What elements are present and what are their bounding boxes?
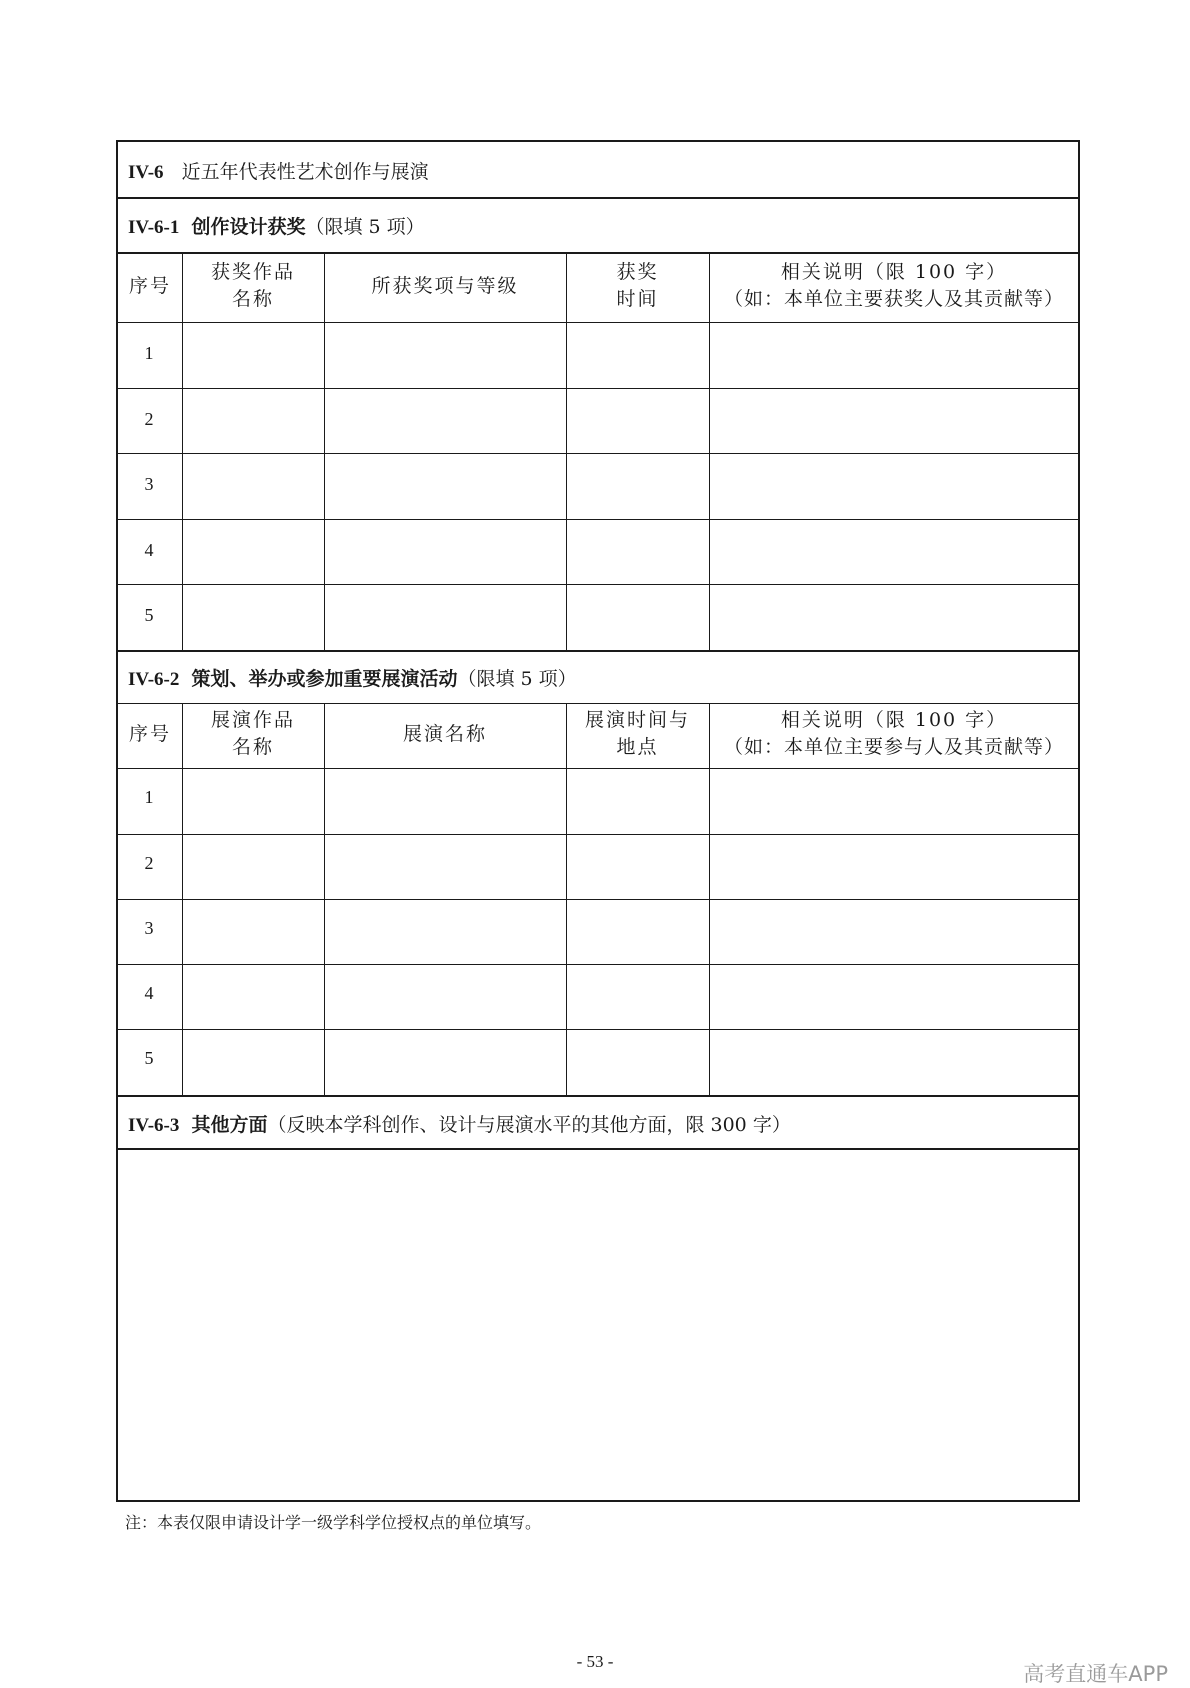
col-header-time-place: [566, 707, 709, 761]
col-header-line: 相关说明（限 100 字）: [780, 261, 1008, 283]
subsection-code: IV-6-2: [128, 669, 180, 690]
col-header-remarks: [709, 707, 1079, 761]
form-table: [116, 140, 1080, 1502]
subsection-3-header: [128, 1110, 791, 1137]
col-rule: [182, 703, 183, 1095]
rule: [118, 1029, 1078, 1030]
subsection-code: IV-6-3: [128, 1115, 180, 1136]
row-number: 1: [144, 343, 154, 363]
row-number: 3: [144, 918, 154, 938]
rule: [118, 899, 1078, 900]
col-rule: [324, 252, 325, 650]
row-number: 5: [144, 1048, 154, 1068]
col-header-line: 相关说明（限 100 字）: [780, 709, 1008, 731]
col-header-line: 时间: [616, 288, 659, 310]
subsection-title: 其他方面: [191, 1114, 268, 1136]
rule: [118, 650, 1078, 652]
section-code: IV-6: [128, 162, 164, 183]
rule: [118, 834, 1078, 835]
col-header-line: 获奖作品: [210, 261, 295, 283]
col-rule: [324, 703, 325, 1095]
subsection-note: （反映本学科创作、设计与展演水平的其他方面，限 300 字）: [267, 1114, 791, 1136]
rule: [118, 453, 1078, 454]
subsection-code: IV-6-1: [128, 217, 180, 238]
col-rule: [566, 703, 567, 1095]
rule: [118, 197, 1078, 199]
col-header-line: 名称: [231, 288, 274, 310]
col-header-line: （如：本单位主要获奖人及其贡献等）: [723, 288, 1064, 310]
subsection-2-header: [128, 664, 577, 691]
col-header-time: [566, 259, 709, 313]
section-title-text: 近五年代表性艺术创作与展演: [181, 161, 429, 183]
row-number: 2: [144, 853, 154, 873]
col-header-award: 所获奖项与等级: [371, 275, 519, 297]
section-title: [128, 157, 429, 184]
subsection-note: （限填 5 项）: [305, 216, 425, 238]
col-header-line: 展演时间与: [584, 709, 690, 731]
col-header-line: 展演作品: [210, 709, 295, 731]
col-header-index: 序号: [128, 275, 171, 297]
rule: [118, 1148, 1078, 1150]
rule: [118, 964, 1078, 965]
row-number: 4: [144, 540, 154, 560]
col-header-line: 地点: [616, 736, 659, 758]
col-header-index: 序号: [128, 723, 171, 745]
col-header-line: 名称: [231, 736, 274, 758]
col-header-line: （如：本单位主要参与人及其贡献等）: [723, 736, 1064, 758]
row-number: 3: [144, 474, 154, 494]
subsection-title: 策划、举办或参加重要展演活动: [191, 668, 458, 690]
rule: [118, 768, 1078, 769]
col-header-work: [182, 259, 324, 313]
subsection-note: （限填 5 项）: [457, 668, 577, 690]
rule: [118, 322, 1078, 323]
col-header-remarks: [709, 259, 1079, 313]
watermark: 高考直通车APP: [1023, 1662, 1168, 1686]
row-number: 2: [144, 409, 154, 429]
row-number: 1: [144, 787, 154, 807]
row-number: 5: [144, 605, 154, 625]
page-number: - 53 -: [576, 1652, 614, 1671]
rule: [118, 584, 1078, 585]
footnote: 注：本表仅限申请设计学一级学科学位授权点的单位填写。: [125, 1513, 542, 1532]
rule: [118, 252, 1078, 254]
subsection-1-header: [128, 212, 425, 239]
row-number: 4: [144, 983, 154, 1003]
rule: [118, 519, 1078, 520]
rule: [118, 703, 1078, 704]
subsection-title: 创作设计获奖: [191, 216, 306, 238]
col-header-exhibition: 展演名称: [402, 723, 487, 745]
col-header-work: [182, 707, 324, 761]
rule: [118, 1095, 1078, 1097]
col-header-line: 获奖: [616, 261, 659, 283]
col-rule: [709, 703, 710, 1095]
rule: [118, 388, 1078, 389]
